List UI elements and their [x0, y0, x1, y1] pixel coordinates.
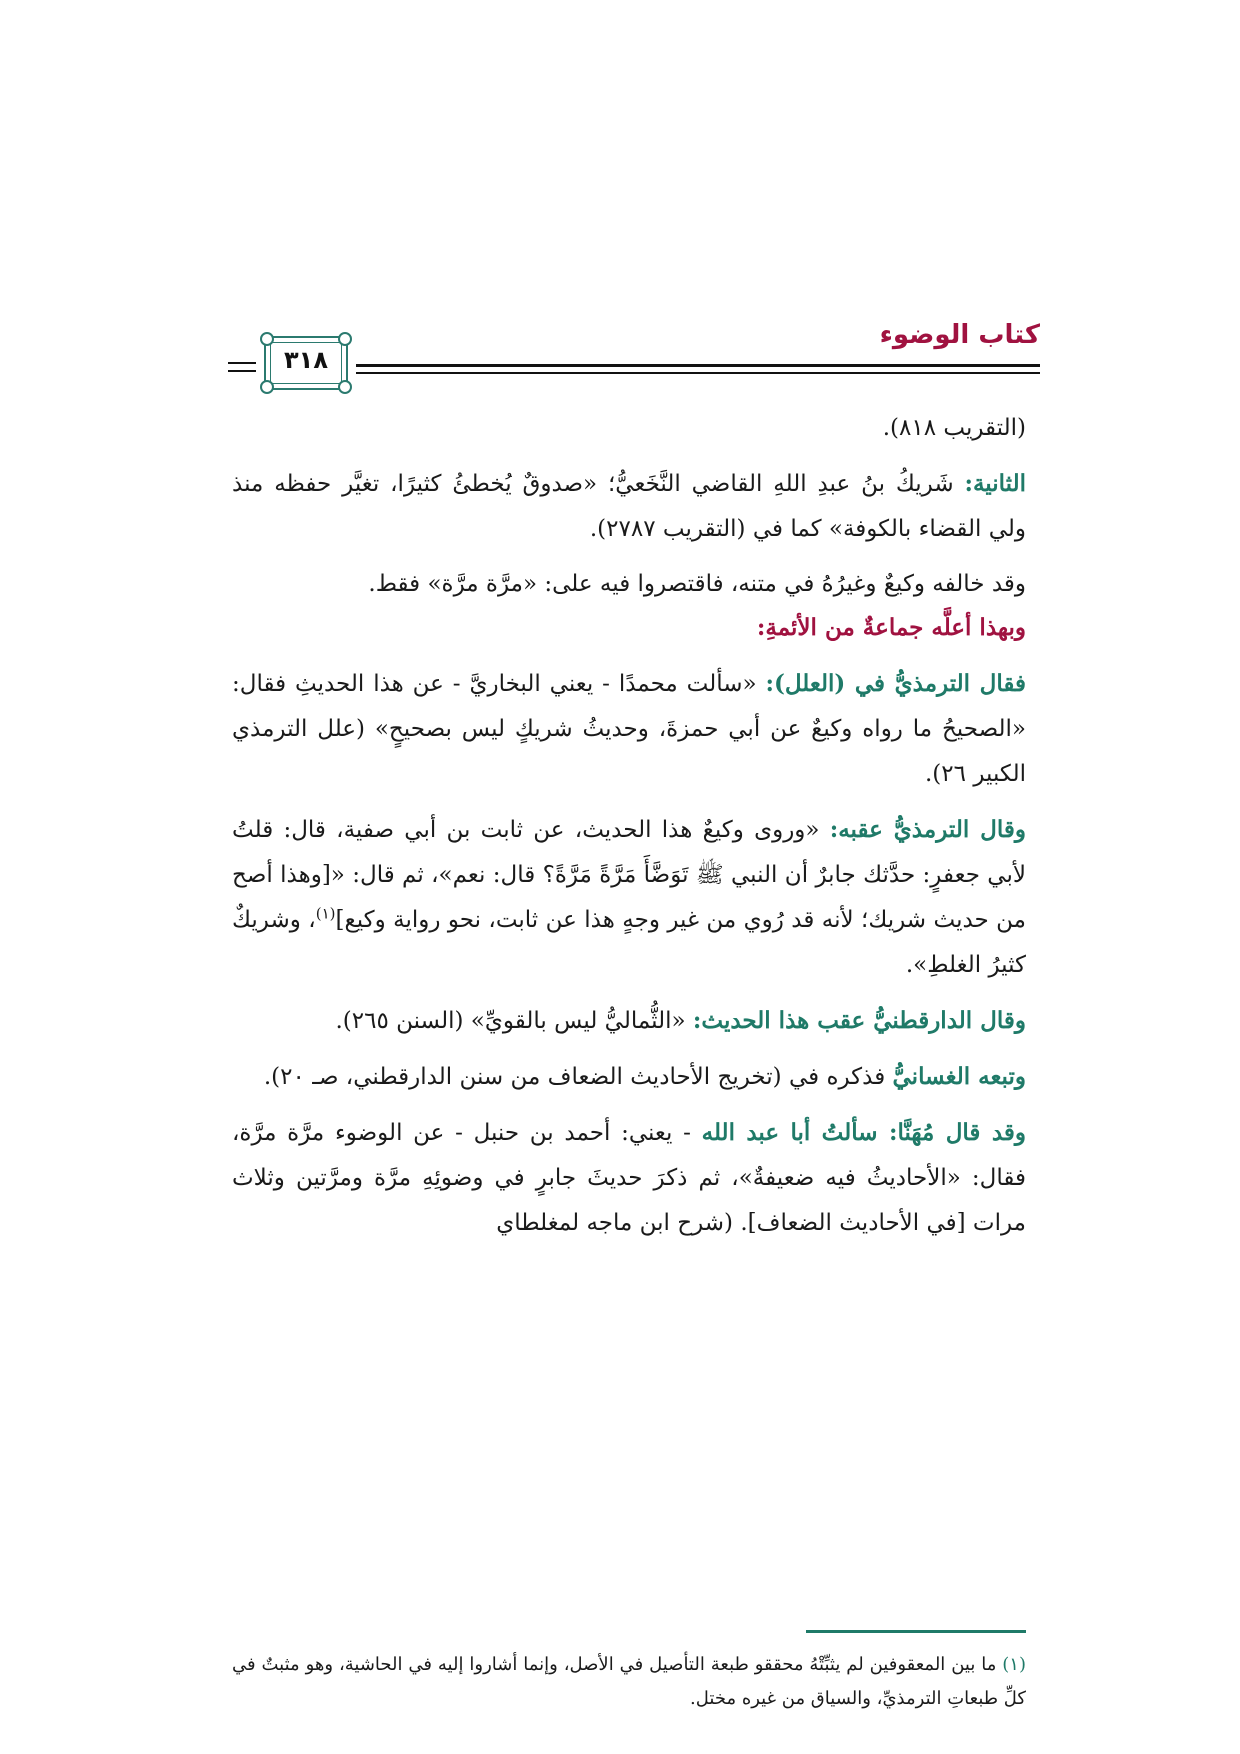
frame-ornament-icon — [338, 332, 352, 346]
header-rule-left-top — [228, 362, 256, 364]
main-text — [232, 406, 1026, 1256]
paragraph-tirmidhi-ilal — [232, 661, 1026, 797]
paragraph-text: «وروى وكيعٌ هذا الحديث، عن ثابت بن أبي صفية، قال: قلتُ لأبي جعفرٍ: حدَّثك جابرٌ أن النبي ﷺ تَوَضَّأَ مَرَّةً مَرَّةً؟ قال: نعم»، ثم قال: «[وهذا أصح من حديث شريك؛ لأنه قد رُوي من غير وجهٍ هذا عن ثابت، نحو رواية وكيع] — [232, 817, 1026, 933]
section-heading — [232, 605, 1026, 651]
paragraph-label: الثانية: — [964, 470, 1026, 497]
paragraph-label: وقال الدارقطنيُّ عقب هذا الحديث: — [692, 1007, 1026, 1034]
paragraph-daraqutni — [232, 998, 1026, 1044]
footnote-ref-1[interactable]: (١) — [315, 904, 336, 923]
paragraph-muhanna — [232, 1110, 1026, 1246]
paragraph-waki-variation — [232, 562, 1026, 607]
footnotes — [232, 1648, 1026, 1716]
frame-ornament-icon — [260, 332, 274, 346]
header-rule-bottom — [356, 372, 1040, 374]
paragraph-text: وقد خالفه وكيعٌ وغيرُهُ في متنه، فاقتصروا فيه على: «مرَّة مرَّة» فقط. — [368, 571, 1026, 597]
frame-ornament-icon — [338, 380, 352, 394]
paragraph-text: شَريكُ بنُ عبدِ اللهِ القاضي النَّخَعيُّ؛ «صدوقٌ يُخطئُ كثيرًا، تغيَّر حفظه منذ ولي القضاء بالكوفة» كما في (التقريب ٢٧٨٧). — [232, 471, 1026, 542]
footnote-separator — [806, 1630, 1026, 1633]
paragraph-ghassani — [232, 1054, 1026, 1100]
footnote-number: (١) — [1002, 1654, 1026, 1675]
paragraph-second-narrator — [232, 461, 1026, 552]
header-rule-top — [356, 364, 1040, 367]
paragraph-text: «سألت محمدًا - يعني البخاريَّ - عن هذا الحديثِ فقال: «الصحيحُ ما رواه وكيعٌ عن أبي حمزةَ، وحديثُ شريكٍ ليس بصحيحٍ» (علل الترمذي الكبير ٢٦). — [232, 671, 1026, 787]
paragraph-label: وتبعه الغسانيُّ — [892, 1063, 1026, 1090]
page-header — [228, 312, 1040, 392]
paragraph-text: ، وشريكٌ كثيرُ الغلطِ». — [232, 907, 1026, 978]
paragraph-text: (التقريب ٨١٨). — [882, 415, 1026, 441]
paragraph-text: فذكره في (تخريج الأحاديث الضعاف من سنن الدارقطني، صـ ٢٠). — [263, 1064, 893, 1090]
header-rule-left-bottom — [228, 370, 256, 372]
paragraph-taqrib-ref — [232, 406, 1026, 451]
heading-text: وبهذا أعلَّه جماعةٌ من الأئمةِ: — [756, 614, 1026, 641]
page-number: ٣١٨ — [284, 346, 328, 374]
paragraph-tirmidhi-after — [232, 807, 1026, 988]
frame-ornament-icon — [260, 380, 274, 394]
book-title: كتاب الوضوء — [879, 320, 1040, 350]
footnote-1 — [232, 1648, 1026, 1716]
paragraph-label: وقد قال مُهَنَّا: سألتُ أبا عبد الله — [701, 1119, 1026, 1146]
paragraph-text: «الثُّماليُّ ليس بالقويِّ» (السنن ٢٦٥). — [335, 1008, 693, 1034]
paragraph-label: وقال الترمذيُّ عقبه: — [829, 816, 1026, 843]
footnote-text: ما بين المعقوفين لم يثبِّتْهُ محققو طبعة التأصيل في الأصل، وإنما أشاروا إليه في الحاشية، وهو مثبتٌ في كلِّ طبعاتِ الترمذيِّ، والسياق من غيره مختل. — [232, 1654, 1026, 1709]
page-number-frame — [264, 336, 348, 390]
paragraph-label: فقال الترمذيُّ في (العلل): — [765, 670, 1026, 697]
paragraph-text: - يعني: أحمد بن حنبل - عن الوضوء مرَّة مرَّة، فقال: «الأحاديثُ فيه ضعيفةٌ»، ثم ذكرَ حديثَ جابرٍ في وضوئِهِ مرَّة ومرَّتين وثلاث مرات [في الأحاديث الضعاف]. (شرح ابن ماجه لمغلطاي — [232, 1120, 1026, 1236]
